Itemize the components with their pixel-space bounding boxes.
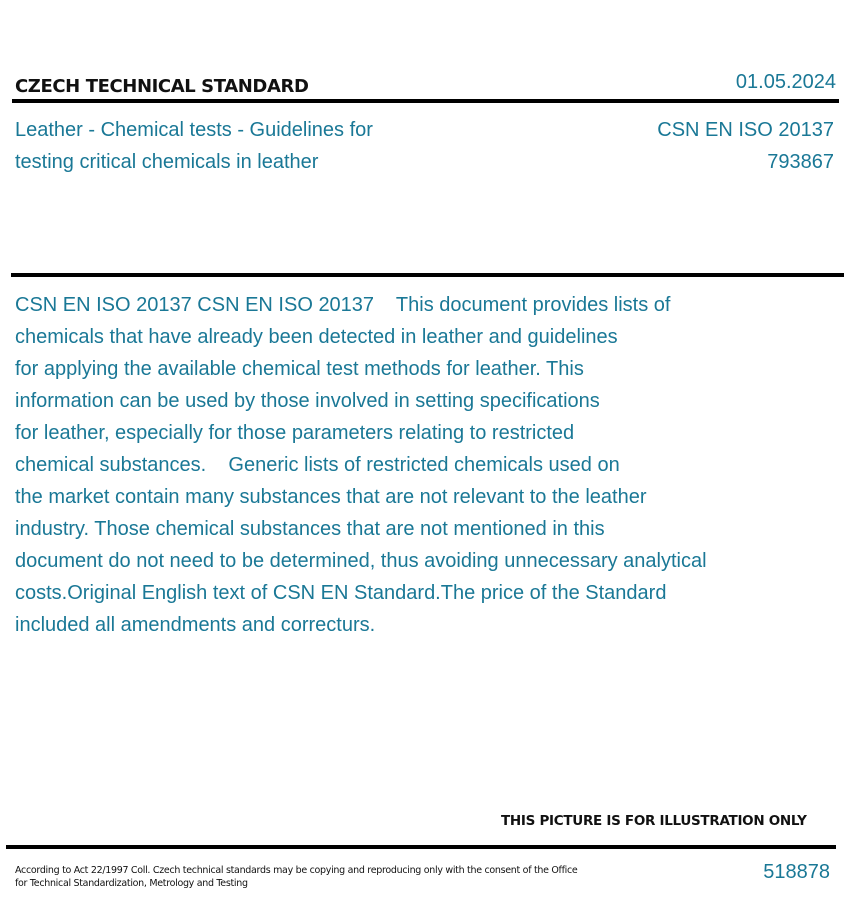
footer-divider (6, 845, 836, 849)
copyright-line: for Technical Standardization, Metrology and Testing (15, 878, 248, 889)
abstract-text (15, 289, 805, 641)
abstract-line: for leather, especially for those parameters relating to restricted (15, 422, 575, 444)
illustration-disclaimer: THIS PICTURE IS FOR ILLUSTRATION ONLY (501, 813, 807, 829)
standard-title-line: Leather - Chemical tests - Guidelines for (15, 119, 373, 141)
abstract-line: industry. Those chemical substances that are not mentioned in this (15, 518, 605, 540)
abstract-line: information can be used by those involved in setting specifications (15, 390, 600, 412)
copyright-notice (15, 864, 577, 890)
section-divider (11, 273, 844, 277)
abstract-line: for applying the available chemical test methods for leather. This (15, 358, 584, 380)
header-divider (12, 99, 839, 103)
abstract-line: document do not need to be determined, thus avoiding unnecessary analytical (15, 550, 707, 572)
standard-code: CSN EN ISO 20137 (657, 119, 834, 141)
footer-number: 518878 (763, 861, 830, 883)
document-type-label: CZECH TECHNICAL STANDARD (15, 76, 309, 97)
standard-title-line: testing critical chemicals in leather (15, 151, 319, 173)
abstract-line: included all amendments and correcturs. (15, 614, 376, 636)
catalog-number: 793867 (767, 151, 834, 173)
abstract-line: costs.Original English text of CSN EN Standard.The price of the Standard (15, 582, 667, 604)
copyright-line: According to Act 22/1997 Coll. Czech technical standards may be copying and reproducing only with the consent of the Office (15, 865, 578, 876)
abstract-line: chemicals that have already been detected in leather and guidelines (15, 326, 618, 348)
standard-title (15, 114, 535, 178)
abstract-line: CSN EN ISO 20137 CSN EN ISO 20137 This document provides lists of (15, 294, 671, 316)
abstract-line: the market contain many substances that are not relevant to the leather (15, 486, 647, 508)
abstract-line: chemical substances. Generic lists of restricted chemicals used on (15, 454, 620, 476)
standard-identifiers (657, 114, 834, 178)
publication-date: 01.05.2024 (735, 71, 836, 93)
